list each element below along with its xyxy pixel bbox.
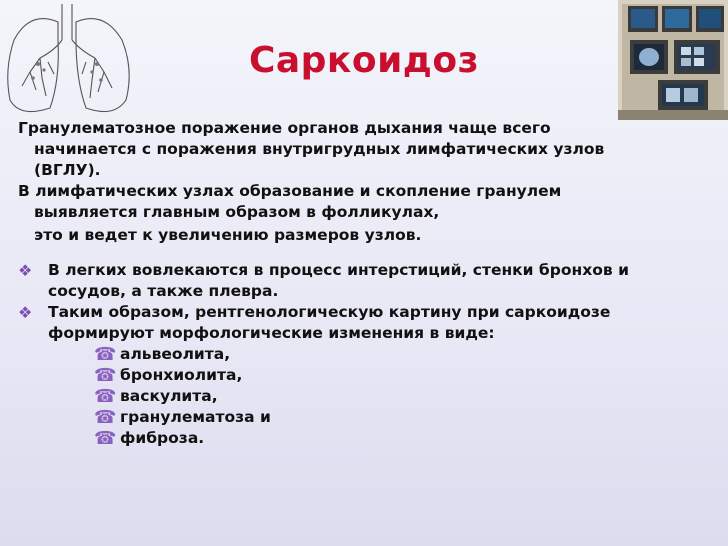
telephone-bullet-icon: ☎ xyxy=(94,407,117,428)
sub-bullet-item xyxy=(18,344,718,365)
diamond-bullet-icon: ❖ xyxy=(18,303,33,322)
sub-bullet-item xyxy=(18,407,718,428)
paragraph-line: Гранулематозное поражение органов дыхания чаще всего xyxy=(18,119,551,137)
bullet-line: сосудов, а также плевра. xyxy=(48,282,279,300)
sub-bullet-text: бронхиолита, xyxy=(120,366,243,384)
telephone-bullet-icon: ☎ xyxy=(94,428,117,449)
bullet-line: В легких вовлекаются в процесс интерстиций, стенки бронхов и xyxy=(48,261,629,279)
diamond-bullet-icon: ❖ xyxy=(18,261,33,280)
paragraph-line: В лимфатических узлах образование и скопление гранулем xyxy=(18,182,562,200)
sub-bullet-text: гранулематоза и xyxy=(120,408,271,426)
bullet-line: Таким образом, рентгенологическую картину при саркоидозе xyxy=(48,303,611,321)
telephone-bullet-icon: ☎ xyxy=(94,365,117,386)
telephone-bullet-icon: ☎ xyxy=(94,386,117,407)
paragraph-line: выявляется главным образом в фолликулах, xyxy=(34,203,440,221)
paragraph-line: это и ведет к увеличению размеров узлов. xyxy=(34,226,422,244)
bullet-item xyxy=(18,260,718,302)
sub-bullet-text: фиброза. xyxy=(120,429,205,447)
telephone-bullet-icon: ☎ xyxy=(94,344,117,365)
slide-body xyxy=(18,118,718,449)
sub-bullet-item xyxy=(18,365,718,386)
paragraph-2 xyxy=(18,181,718,246)
paragraph-line: начинается с поражения внутригрудных лимфатических узлов xyxy=(34,140,605,158)
sub-bullet-text: альвеолита, xyxy=(120,345,231,363)
sub-bullet-text: васкулита, xyxy=(120,387,218,405)
sub-bullet-item xyxy=(18,386,718,407)
bullet-item xyxy=(18,302,718,344)
paragraph-1 xyxy=(18,118,718,181)
paragraph-line: (ВГЛУ). xyxy=(34,161,101,179)
bullet-line: формируют морфологические изменения в виде: xyxy=(48,324,495,342)
sub-bullet-item xyxy=(18,428,718,449)
slide-title: Саркоидоз xyxy=(248,40,480,81)
